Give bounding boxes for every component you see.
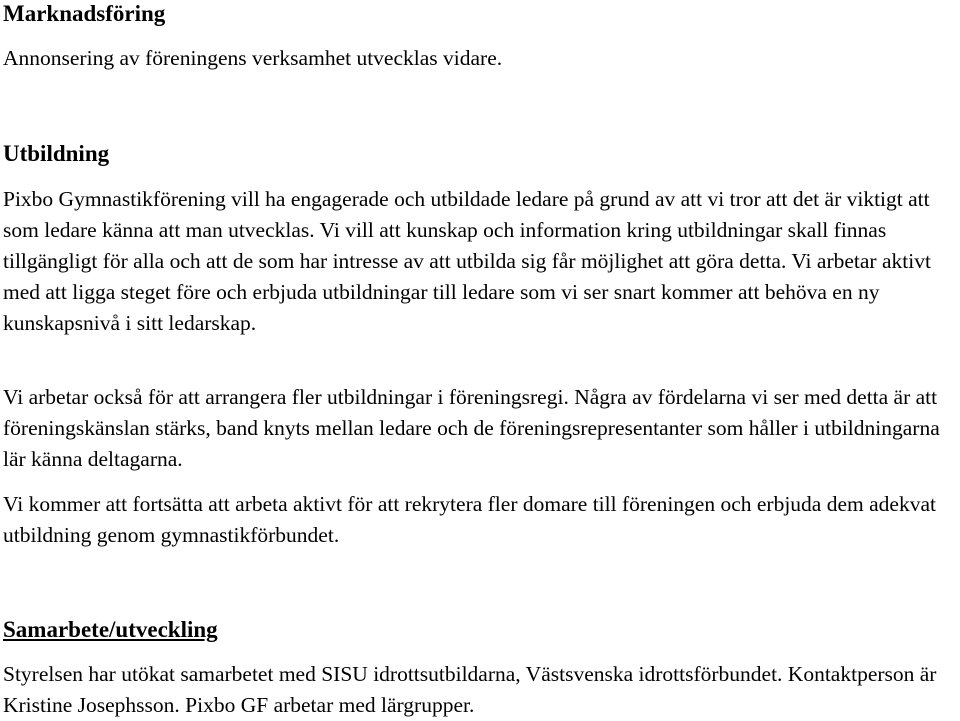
education-paragraph-2: Vi arbetar också för att arrangera fler utbildningar i föreningsregi. Några av fördelarna vi ser med detta är att föreningskänslan stärks, band knyts mellan ledare och de föreningsrepresentanter som håller i utbildningarna lär känna deltagarna. [3, 385, 940, 471]
education-paragraph-3: Vi kommer att fortsätta att arbeta aktivt för att rekrytera fler domare till föreningen och erbjuda dem adekvat utbildning genom gymnastikförbundet. [3, 492, 936, 547]
section-title-marketing: Marknadsföring [3, 1, 166, 26]
section-title-cooperation: Samarbete/utveckling [3, 617, 218, 642]
marketing-paragraph: Annonsering av föreningens verksamhet utvecklas vidare. [3, 46, 503, 70]
education-paragraph-1: Pixbo Gymnastikförening vill ha engagerade och utbildade ledare på grund av att vi tror att det är viktigt att som ledare känna att man utvecklas. Vi vill att kunskap och information kring utbildningar skall finnas tillgängligt för alla och att de som har intresse av att utbilda sig får möjlighet att göra detta. Vi arbetar aktivt med att ligga steget före och erbjuda utbildningar till ledare som vi ser snart kommer att behöva en ny kunskapsnivå i sitt ledarskap. [3, 187, 931, 335]
cooperation-paragraph: Styrelsen har utökat samarbetet med SISU idrottsutbildarna, Västsvenska idrottsförbundet. Kontaktperson är Kristine Josephsson. Pixbo GF arbetar med lärgrupper. [3, 662, 937, 717]
section-title-education: Utbildning [3, 141, 110, 166]
